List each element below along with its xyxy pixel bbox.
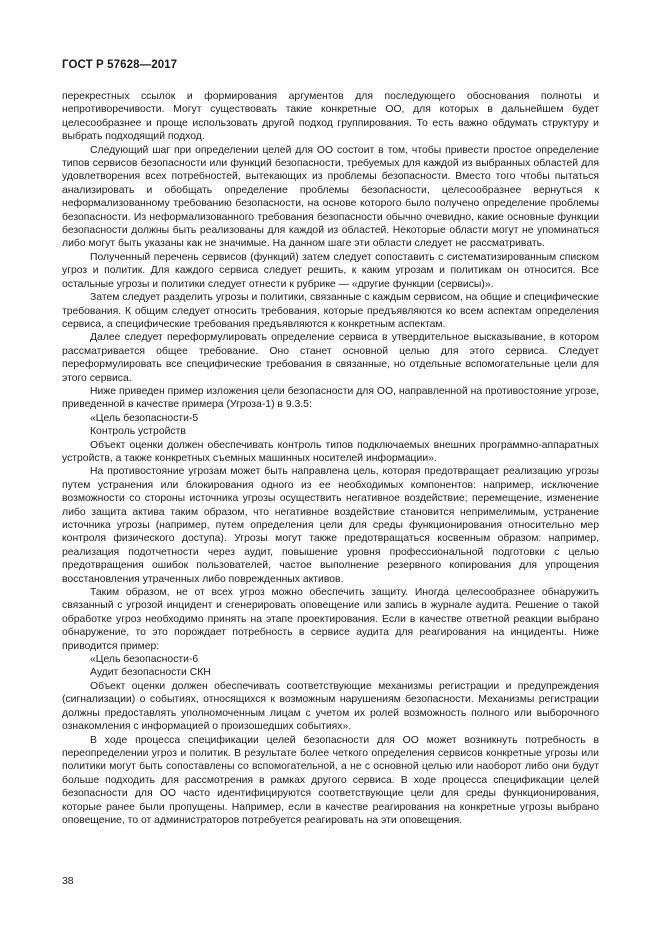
paragraph: Полученный перечень сервисов (функций) затем следует сопоставить с систематизированным списком угроз и политик. Для каждого сервиса следует решить, к каким угрозам и политикам он относится. Все остальные угрозы и политики следует отнести к рубрике — «другие функции (сервисы)». — [62, 251, 599, 290]
paragraph: Объект оценки должен обеспечивать контроль типов подключаемых внешних программно-аппаратных устройств, а также конкретных съемных машинных носителей информации». — [62, 439, 599, 464]
paragraph: Аудит безопасности СКН — [90, 667, 211, 679]
paragraph: В ходе процесса спецификации целей безопасности для ОО может возникнуть потребность в переопределении угроз и политик. В результате более четкого определения сервисов конкретные угрозы или политики могут быть сопоставлены со вспомогательной, а не с основной целью или наоборот либо они будут больше подходить для рассмотрения в рамках другого сервиса. В ходе процесса спецификации целей безопасности для ОО часто идентифицируются соответствующие цели для среды функционирования, которые ранее были пропущены. Например, если в качестве реагирования на конкретные угрозы выбрано оповещение, то от администраторов потребуется реагировать на эти оповещения. — [62, 734, 599, 826]
page-header — [62, 59, 177, 71]
paragraph: перекрестных ссылок и формирования аргументов для последующего обоснования полноты и непротиворечивости. Могут существовать такие конкретные ОО, для которых в дальнейшем будет целесообразнее и проще использовать другой подход группирования. То есть важно обдумать структуру и выбрать подходящий подход. — [62, 91, 599, 143]
paragraph: Объект оценки должен обеспечивать соответствующие механизмы регистрации и предупреждения (сигнализации) о событиях, относящихся к возможным нарушениям безопасности. Механизмы регистрации должны предоставлять уполномоченным лицам с учетом их ролей возможность полного или выборочного ознакомления с информацией о произошедших событиях». — [62, 680, 599, 733]
paragraph: Следующий шаг при определении целей для ОО состоит в том, чтобы привести простое определение типов сервисов безопасности или функций безопасности, требуемых для каждой из выбранных областей для удовлетворения всех потребностей, вытекающих из проблемы безопасности. Вместо того чтобы пытаться анализировать и обобщать определение проблемы безопасности, целесообразнее вернуться к неформализованному требованию безопасности, на основе которого было получено определение проблемы безопасности. Из неформализованного требования безопасности обычно очевидно, какие основные функции безопасности должны быть реализованы для каждой из областей. Некоторые области могут не упоминаться либо могут быть указаны как не значимые. На данном шаге эти области следует не рассматривать. — [62, 144, 599, 250]
paragraph: Далее следует переформулировать определение сервиса в утвердительное высказывание, в котором рассматривается общее требование. Оно станет основной целью для этого сервиса. Следует переформулировать все специфические требования в связанные, но отдельные вспомогательные цели для этого сервиса. — [62, 332, 599, 384]
paragraph: На противостояние угрозам может быть направлена цель, которая предотвращает реализацию угрозы путем устранения или блокирования одного из ее необходимых компонентов: например, исключение возможности со стороны источника угрозы осуществить негативное воздействие; перемещение, изменение либо защита актива таким образом, что негативное воздействие становится непримелимым, устранение источника угрозы (например, путем определения цели для среды функционирования относительно мер контроля физического доступа). Угрозы могут также предотвращаться косвенным образом: например, реализация подотчетности через аудит, повышение уровня профессиональной подготовки с целью предотвращения ошибок пользователей, частое выполнение резервного копирования для упрощения восстановления утраченных либо поврежденных активов. — [62, 466, 599, 585]
paragraph: Таким образом, не от всех угроз можно обеспечить защиту. Иногда целесообразнее обнаружить связанный с угрозой инцидент и сгенерировать оповещение или запись в журнале аудита. Решение о такой обработке угроз необходимо принять на этапе проектирования. Если в качестве ответной реакции выбрано обнаружение, то это порождает потребность в сервисе аудита для реагирования на инциденты. Ниже приводится пример: — [62, 587, 599, 652]
document-id: ГОСТ Р 57628—2017 — [62, 59, 178, 71]
body-text — [62, 90, 599, 827]
page-number: 38 — [62, 876, 74, 887]
paragraph: Затем следует разделить угрозы и политики, связанные с каждым сервисом, на общие и специфические требования. К общим следует относить требования, которые предъявляются ко всем аспектам определения сервиса, а специфические требования предъявляются к конкретным аспектам. — [62, 292, 599, 330]
paragraph: Ниже приведен пример изложения цели безопасности для ОО, направленной на противостояние угрозе, приведенной в качестве примера (Угроза-1) в 9.3.5: — [62, 385, 599, 411]
paragraph: «Цель безопасности-6 — [90, 654, 199, 666]
paragraph: Контроль устройств — [90, 426, 186, 438]
paragraph: «Цель безопасности-5 — [90, 412, 199, 424]
